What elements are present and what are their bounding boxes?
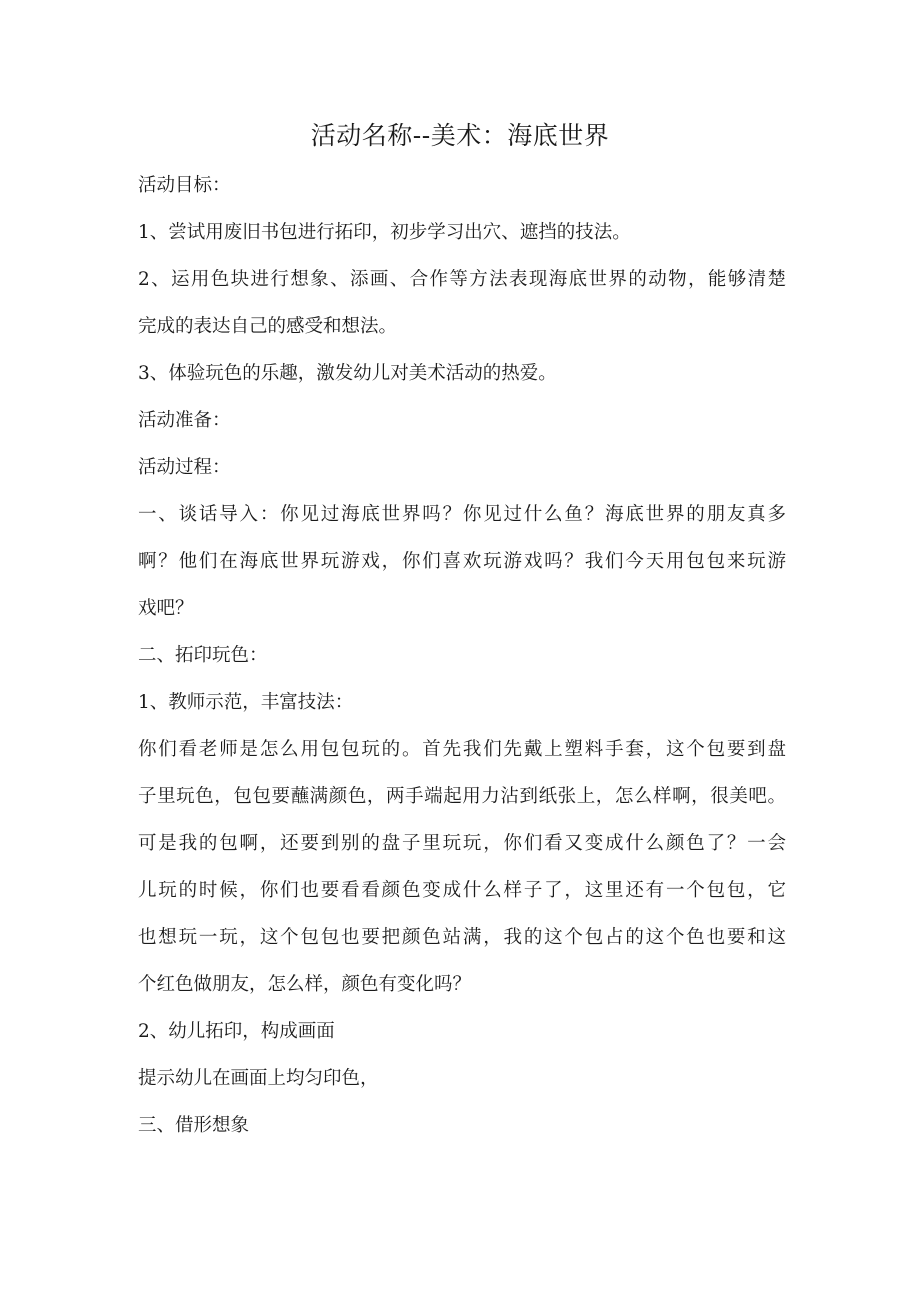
body-line: 活动目标：	[138, 175, 231, 196]
body-line: 2、幼儿拓印，构成画面	[138, 1021, 335, 1042]
body-line: 3、体验玩色的乐趣，激发幼儿对美术活动的热爱。	[138, 363, 557, 384]
body-line: 个红色做朋友，怎么样，颜色有变化吗？	[138, 974, 472, 995]
body-line: 子里玩色，包包要蘸满颜色，两手端起用力沾到纸张上，怎么样啊，很美吧。	[138, 786, 786, 807]
body-line: 活动过程：	[138, 457, 231, 478]
document-body	[138, 166, 786, 1153]
body-line: 1、尝试用废旧书包进行拓印，初步学习出穴、遮挡的技法。	[138, 222, 631, 243]
body-line: 儿玩的时候，你们也要看看颜色变成什么样子了，这里还有一个包包，它	[138, 880, 786, 901]
body-line: 2、运用色块进行想象、添画、合作等方法表现海底世界的动物，能够清楚	[138, 269, 786, 290]
body-line: 戏吧？	[138, 598, 194, 619]
body-line: 三、借形想象	[138, 1115, 250, 1136]
body-line: 也想玩一玩，这个包包也要把颜色站满，我的这个包占的这个色也要和这	[138, 927, 786, 948]
body-line: 活动准备：	[138, 410, 231, 431]
body-line: 提示幼儿在画面上均匀印色，	[138, 1068, 379, 1089]
body-line: 可是我的包啊，还要到别的盘子里玩玩，你们看又变成什么颜色了？一会	[138, 833, 786, 854]
body-line: 完成的表达自己的感受和想法。	[138, 316, 398, 337]
body-line: 1、教师示范，丰富技法：	[138, 692, 354, 713]
body-line: 你们看老师是怎么用包包玩的。首先我们先戴上塑料手套，这个包要到盘	[138, 739, 786, 760]
document-title: 活动名称--美术：海底世界	[310, 121, 610, 150]
body-line: 一、谈话导入：你见过海底世界吗？你见过什么鱼？海底世界的朋友真多	[138, 504, 786, 525]
body-line: 二、拓印玩色：	[138, 645, 268, 666]
body-line: 啊？他们在海底世界玩游戏，你们喜欢玩游戏吗？我们今天用包包来玩游	[138, 551, 786, 572]
